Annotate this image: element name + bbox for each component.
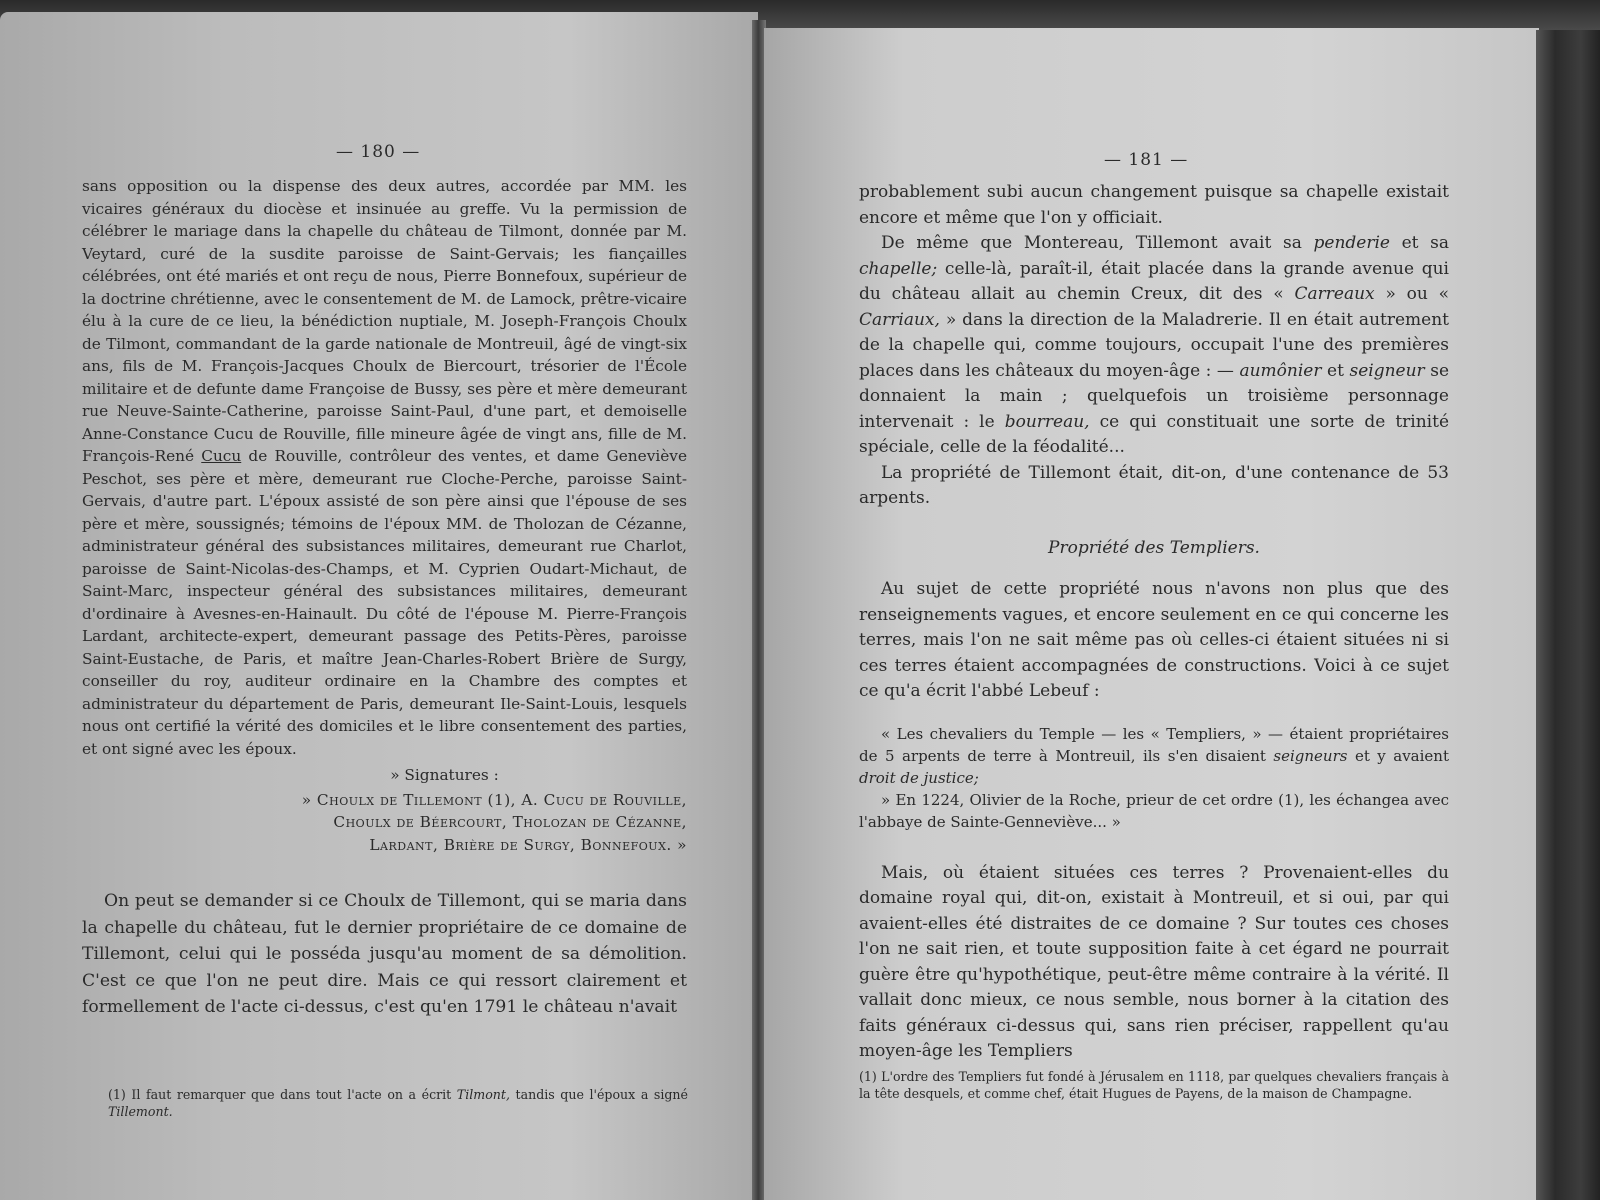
text-run: ce qui constituait une sorte de trinité spéciale, celle de la féodalité...	[859, 411, 1450, 457]
text-run: » dans la direction de la Maladrerie. Il en était autrement de la chapelle qui, comme toujours, occupait l'une des premières places dans les châteaux du moyen-âge : —	[859, 309, 1449, 381]
right-page-body	[859, 180, 1449, 1065]
text-run: « Les chevaliers du Temple — les « Templiers, » — étaient propriétaires de 5 arpents de terre à Montreuil, ils s'en disaient	[859, 724, 1449, 765]
signature-line: » Choulx de Tillemont (1), A. Cucu de Rouville,	[301, 790, 687, 809]
quotation: » En 1224, Olivier de la Roche, prieur de cet ordre (1), les échangea avec l'abbaye de Sainte-Genneviève... »	[859, 790, 1449, 831]
paragraph: Au sujet de cette propriété nous n'avons non plus que des renseignements vagues, et encore seulement en ce qui concerne les terres, mais l'on ne sait même pas où celles-ci étaient situées ni si ces terres étaient accompagnées de constructions. Voici à ce sujet ce qu'a écrit l'abbé Lebeuf :	[859, 579, 1449, 701]
footnote	[108, 1086, 688, 1120]
text-run: et y avaient	[1354, 746, 1449, 765]
text-run: » ou «	[1385, 284, 1450, 304]
italic-text: seigneur	[1349, 360, 1425, 381]
text-run: sans opposition ou la dispense des deux autres, accordée par MM. les vicaires généraux du diocèse et insinuée au greffe. Vu la permission de célébrer le mariage dans la chapelle du château de Tilmont, donnée par M. Veytard, curé de la susdite paroisse de Saint-Gervais; les fiançailles célébrées, ont été mariés et ont reçu de nous, Pierre Bonnefoux, supérieur de la doctrine chrétienne, avec le consentement de M. de Lamock, prêtre-vicaire élu à la cure de ce lieu, la bénédiction nuptiale, M. Joseph-François Choulx de Tilmont, commandant de la garde nationale de Montreuil, âgé de vingt-six ans, fils de M. François-Jacques Choulx de Biercourt, trésorier de l'École militaire et de defunte dame Françoise de Bussy, ses père et mère demeurant rue Neuve-Sainte-Catherine, paroisse Saint-Paul, d'une part, et demoiselle Anne-Constance Cucu de Rouville, fille mineure âgée de vingt ans, fille de M. François-René	[82, 177, 687, 465]
signatures-heading: » Signatures :	[390, 766, 499, 784]
signature-line: Lardant, Brière de Surgy, Bonnefoux. »	[369, 835, 687, 854]
italic-text: Tillemont.	[108, 1104, 173, 1119]
paragraph: probablement subi aucun changement puisque sa chapelle existait encore et même que l'on y officiait.	[859, 182, 1449, 228]
italic-text: Carreaux	[1294, 284, 1375, 304]
paragraph	[859, 231, 1449, 461]
underlined-word: Cucu	[201, 447, 242, 465]
right-page	[764, 28, 1539, 1200]
italic-text: aumônier	[1239, 360, 1322, 381]
italic-text: Carriaux,	[859, 309, 940, 330]
italic-text: bourreau,	[1004, 411, 1090, 432]
book-edge	[1536, 30, 1600, 1200]
page-number: — 180 —	[336, 142, 421, 162]
italic-text: penderie	[1313, 233, 1390, 253]
signature-line: Choulx de Béercourt, Tholozan de Cézanne,	[333, 813, 687, 831]
paragraph	[82, 175, 687, 760]
text-run: se donnaient la main ; quelquefois un troisième personnage intervenait : le	[859, 360, 1450, 432]
quotation	[859, 723, 1449, 789]
paragraph: On peut se demander si ce Choulx de Tillemont, qui se maria dans la chapelle du château, fut le dernier propriétaire de ce domaine de Tillemont, celui qui le posséda jusqu'au moment de sa démolition. C'est ce que l'on ne peut dire. Mais ce qui ressort clairement et formellement de l'acte ci-dessus, c'est qu'en 1791 le château n'avait	[82, 891, 687, 1017]
page-number: — 181 —	[1104, 150, 1189, 170]
text-run: De même que Montereau, Tillemont avait sa	[881, 233, 1302, 253]
paragraph: Mais, où étaient situées ces terres ? Provenaient-elles du domaine royal qui, dit-on, existait à Montreuil, et si oui, par qui avaient-elles été distraites de ce domaine ? Sur toutes ces choses l'on ne sait rien, et toute supposition faite à cet égard ne pourrait guère être qu'hypothétique, peut-être même contraire à la vérité. Il vallait donc mieux, ce nous semble, nous borner à la citation des faits généraux ci-dessus qui, sans rien préciser, rappellent qu'au moyen-âge les Templiers	[859, 862, 1449, 1061]
text-run: et	[1327, 360, 1344, 381]
text-run: tandis que l'époux a signé	[515, 1087, 688, 1102]
italic-text: Tilmont,	[456, 1087, 510, 1102]
left-page	[0, 12, 758, 1200]
section-title: Propriété des Templiers.	[1048, 537, 1260, 558]
italic-text: chapelle;	[859, 258, 938, 279]
text-run: de Rouville, contrôleur des ventes, et dame Geneviève Peschot, ses père et mère, demeurant rue Cloche-Perche, paroisse Saint-Gervais, d'autre part. L'époux assisté de son père ainsi que l'épouse de ses père et mère, soussignés; témoins de l'époux MM. de Tholozan de Cézanne, administrateur général des subsistances militaires, demeurant rue Charlot, paroisse de Saint-Nicolas-des-Champs, et M. Cyprien Oudart-Michaut, de Saint-Marc, inspecteur général des subsistances militaires, demeurant d'ordinaire à Avesnes-en-Hainault. Du côté de l'épouse M. Pierre-François Lardant, architecte-expert, demeurant passage des Petits-Pères, paroisse Saint-Eustache, de Paris, et maître Jean-Charles-Robert Brière de Surgy, conseiller du roy, auditeur ordinaire en la Chambre des comptes et administrateur du département de Paris, demeurant Ile-Saint-Louis, lesquels nous ont certifié la vérité des domiciles et le libre consentement des parties, et ont signé avec les époux.	[82, 447, 687, 758]
footnote: (1) L'ordre des Templiers fut fondé à Jérusalem en 1118, par quelques chevaliers français à la tête desquels, et comme chef, était Hugues de Payens, de la maison de Champagne.	[859, 1069, 1449, 1101]
text-run: celle-là, paraît-il, était placée dans la grande avenue qui du château allait au chemin Creux, dit des «	[859, 258, 1449, 304]
text-run: et sa	[1401, 233, 1450, 253]
paragraph: La propriété de Tillemont était, dit-on, d'une contenance de 53 arpents.	[859, 462, 1449, 508]
italic-text: droit de justice;	[859, 768, 979, 787]
italic-text: seigneurs	[1273, 746, 1348, 765]
text-run: (1) Il faut remarquer que dans tout l'acte on a écrit	[108, 1087, 452, 1102]
left-page-body	[82, 175, 687, 1021]
